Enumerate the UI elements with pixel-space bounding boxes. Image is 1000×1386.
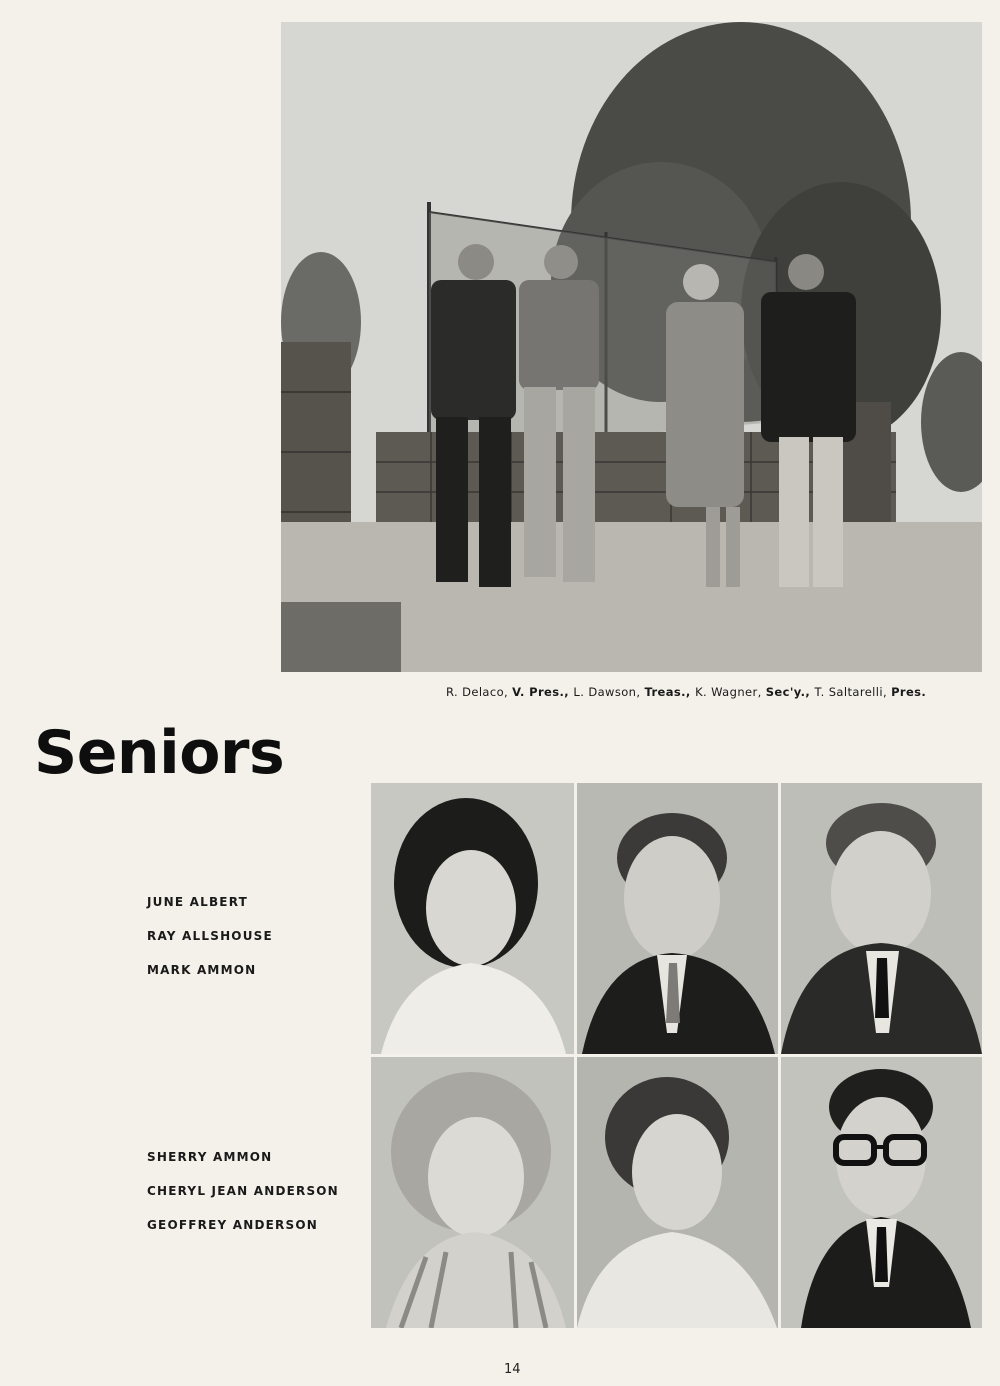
portrait-mark-ammon <box>781 783 982 1054</box>
caption-part: Sec'y., <box>765 685 815 699</box>
student-name: GEOFFREY ANDERSON <box>147 1218 318 1232</box>
caption-part: Treas., <box>644 685 696 699</box>
caption-part: Pres. <box>891 685 927 699</box>
student-name: MARK AMMON <box>147 963 257 977</box>
page-number: 14 <box>504 1362 521 1377</box>
class-officers-photo <box>281 22 982 672</box>
caption-part: V. Pres., <box>512 685 574 699</box>
caption-part: R. Delaco, <box>446 685 513 699</box>
portrait-sherry-ammon <box>371 1057 574 1328</box>
caption-part: K. Wagner, <box>695 685 766 699</box>
photo-caption <box>446 685 926 699</box>
student-name: SHERRY AMMON <box>147 1150 273 1164</box>
student-name: CHERYL JEAN ANDERSON <box>147 1184 339 1198</box>
portrait-cheryl-jean-anderson <box>577 1057 778 1328</box>
caption-part: L. Dawson, <box>573 685 645 699</box>
caption-part: T. Saltarelli, <box>814 685 892 699</box>
portrait-geoffrey-anderson <box>781 1057 982 1328</box>
student-name: RAY ALLSHOUSE <box>147 929 273 943</box>
student-name: JUNE ALBERT <box>147 895 248 909</box>
portrait-ray-allshouse <box>577 783 778 1054</box>
name-list-row1 <box>147 893 273 995</box>
section-title: Seniors <box>34 718 285 788</box>
portrait-june-albert <box>371 783 574 1054</box>
name-list-row2 <box>147 1148 339 1250</box>
